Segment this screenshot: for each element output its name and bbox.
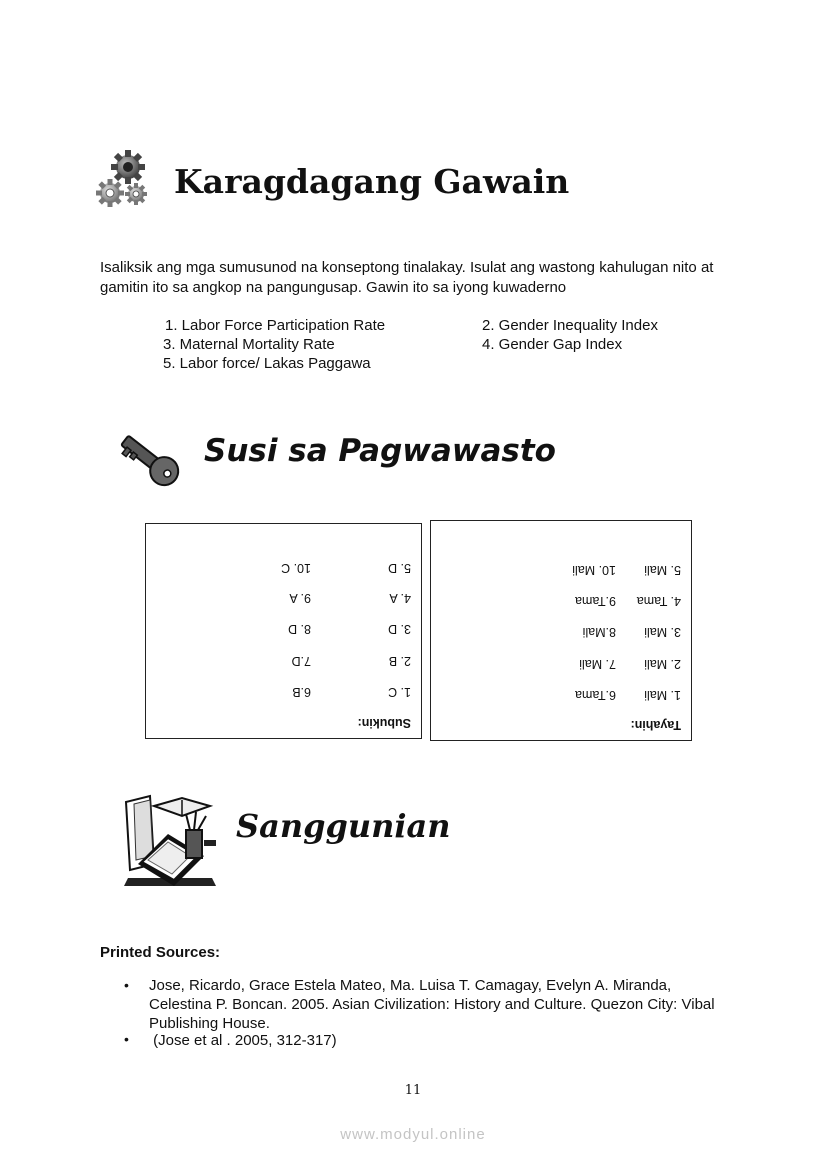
footer-watermark: www.modyul.online bbox=[340, 1126, 486, 1143]
section-title-sanggunian: Sanggunian bbox=[236, 807, 451, 845]
tayahin-answer-7: 7. Mali bbox=[579, 657, 616, 671]
subukin-answer-9: 9. A bbox=[289, 591, 311, 605]
subukin-answer-3: 3. D bbox=[388, 622, 411, 636]
page-number: 11 bbox=[404, 1083, 422, 1098]
source-item-1: Jose, Ricardo, Grace Estela Mateo, Ma. Luisa T. Camagay, Evelyn A. Miranda, Celestina P. Boncan. 2005. Asian Civilization: History and Culture. Quezon City: Vibal Publishing House. bbox=[149, 977, 715, 1032]
instruction-paragraph: Isaliksik ang mga sumusunod na konseptong tinalakay. Isulat ang wastong kahulugan nito at gamitin ito sa angkop na pangungusap. Gawin ito sa iyong kuwaderno bbox=[100, 259, 714, 296]
subukin-answer-6: 6.B bbox=[292, 685, 311, 699]
subukin-answer-7: 7.D bbox=[291, 654, 311, 668]
concept-item-2: 2. Gender Inequality Index bbox=[482, 317, 658, 334]
concept-item-3: 3. Maternal Mortality Rate bbox=[163, 336, 335, 353]
subukin-answer-8: 8. D bbox=[288, 622, 311, 636]
gears-icon bbox=[94, 150, 152, 210]
key-icon bbox=[116, 428, 184, 492]
tayahin-answer-6: 6.Tama bbox=[575, 688, 616, 702]
section-title-susi-sa-pagwawasto: Susi sa Pagwawasto bbox=[204, 433, 556, 469]
tayahin-heading: Tayahin: bbox=[630, 718, 681, 732]
tayahin-answer-4: 4. Tama bbox=[636, 594, 681, 608]
subukin-heading: Subukin: bbox=[357, 716, 411, 730]
bullet-icon: • bbox=[124, 1031, 129, 1047]
books-icon bbox=[120, 794, 220, 890]
subukin-answer-10: 10. C bbox=[281, 561, 311, 575]
concept-item-1: 1. Labor Force Participation Rate bbox=[165, 317, 386, 334]
concept-item-4: 4. Gender Gap Index bbox=[482, 336, 623, 353]
subukin-answer-1: 1. C bbox=[388, 685, 411, 699]
tayahin-answer-1: 1. Mali bbox=[644, 688, 681, 702]
subukin-answer-5: 5. D bbox=[388, 561, 411, 575]
tayahin-answer-3: 3. Mali bbox=[644, 625, 681, 639]
bullet-icon: • bbox=[124, 977, 129, 993]
section-title-karagdagang-gawain: Karagdagang Gawain bbox=[174, 162, 570, 201]
subukin-answer-2: 2. B bbox=[388, 654, 411, 668]
subukin-answer-4: 4. A bbox=[389, 591, 411, 605]
answer-key-subukin-box bbox=[145, 523, 422, 739]
tayahin-answer-10: 10. Mali bbox=[572, 563, 616, 577]
tayahin-answer-8: 8.Mali bbox=[582, 625, 616, 639]
tayahin-answer-2: 2. Mali bbox=[644, 657, 681, 671]
concept-item-5: 5. Labor force/ Lakas Paggawa bbox=[163, 355, 371, 372]
source-item-2: (Jose et al . 2005, 312-317) bbox=[149, 1032, 337, 1049]
printed-sources-label: Printed Sources: bbox=[100, 944, 221, 961]
tayahin-answer-5: 5. Mali bbox=[644, 563, 681, 577]
answer-key-tayahin-box bbox=[430, 520, 692, 741]
tayahin-answer-9: 9.Tama bbox=[575, 594, 616, 608]
